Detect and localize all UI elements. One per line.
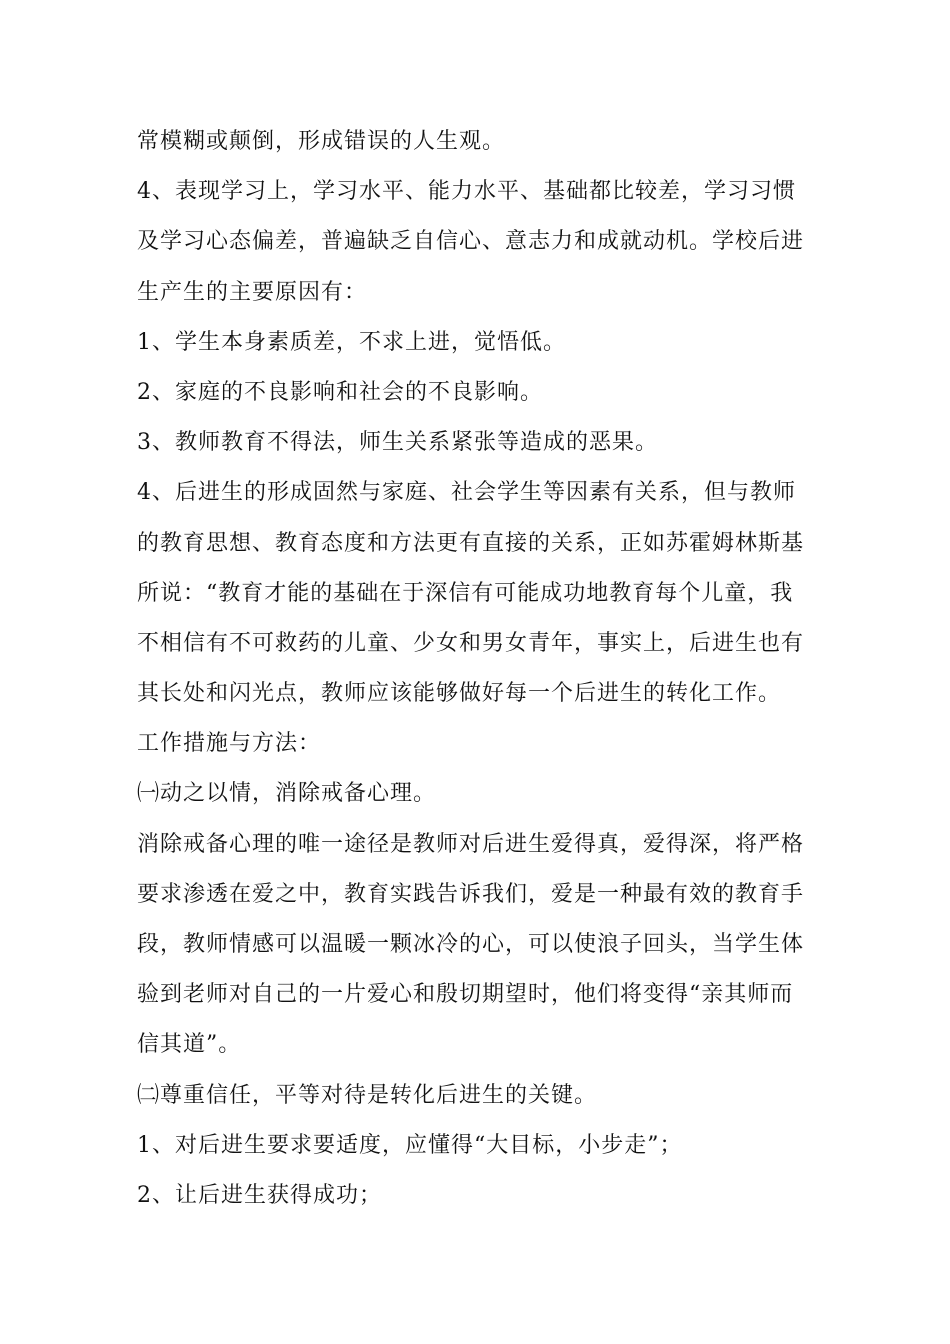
subsection-heading: ㈠动之以情，消除戒备心理。 — [137, 781, 437, 807]
list-item: 1、对后进生要求要适度，应懂得“大目标，小步走”； — [137, 1132, 683, 1158]
text-line: 1、学生本身素质差，不求上进，觉悟低。 — [137, 329, 566, 355]
text-line: 要求渗透在爱之中，教育实践告诉我们，爱是一种最有效的教育手 — [137, 881, 805, 907]
text-line: 2、家庭的不良影响和社会的不良影响。 — [137, 379, 543, 405]
text-line: 3、教师教育不得法，师生关系紧张等造成的恶果。 — [137, 430, 658, 456]
text-line: 常模糊或颠倒，形成错误的人生观。 — [137, 129, 506, 154]
text-line: 不相信有不可救药的儿童、少女和男女青年，事实上，后进生也有 — [137, 630, 805, 656]
text-line: 4、后进生的形成固然与家庭、社会学生等因素有关系，但与教师 — [137, 480, 796, 506]
text-line: 消除戒备心理的唯一途径是教师对后进生爱得真，爱得深，将严格 — [137, 831, 805, 857]
list-item: 2、让后进生获得成功； — [137, 1182, 382, 1208]
text-line: 的教育思想、教育态度和方法更有直接的关系，正如苏霍姆林斯基 — [137, 530, 805, 556]
text-line: 验到老师对自己的一片爱心和殷切期望时，他们将变得“亲其师而 — [137, 982, 794, 1008]
document-body — [137, 117, 827, 1221]
text-line: 4、表现学习上，学习水平、能力水平、基础都比较差，学习习惯 — [137, 179, 796, 205]
section-heading: 工作措施与方法： — [137, 731, 322, 757]
subsection-heading: ㈡尊重信任，平等对待是转化后进生的关键。 — [137, 1082, 598, 1108]
text-line: 信其道”。 — [137, 1032, 242, 1058]
text-line: 其长处和闪光点，教师应该能够做好每一个后进生的转化工作。 — [137, 681, 782, 707]
text-line: 生产生的主要原因有： — [137, 279, 368, 305]
text-line: 及学习心态偏差，普遍缺乏自信心、意志力和成就动机。学校后进 — [137, 229, 805, 255]
text-line: 段，教师情感可以温暖一颗冰冷的心，可以使浪子回头，当学生体 — [137, 932, 805, 957]
text-line: 所说：“教育才能的基础在于深信有可能成功地教育每个儿童，我 — [137, 580, 794, 606]
